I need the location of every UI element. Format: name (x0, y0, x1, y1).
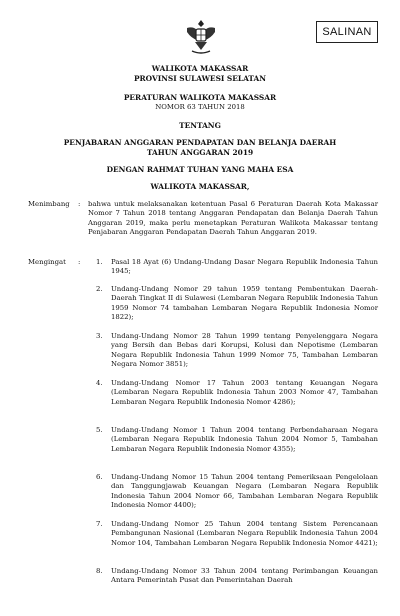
regulation-about: TENTANG (179, 121, 221, 130)
mengingat-colon: : (78, 258, 81, 266)
header-line-1: WALIKOTA MAKASSAR (151, 64, 249, 73)
item-number: 4. (96, 379, 103, 387)
item-number: 8. (96, 567, 103, 575)
item-text: Undang-Undang Nomor 29 tahun 1959 tentang Pembentukan Daerah-Daerah Tingkat II di Sulawesi (Lembaran Negara Republik Indonesia Tahun 1959 Nomor 74 tambahan Lembaran Negara Republik Indonesia Nomor 1822); (111, 285, 378, 321)
item-number: 5. (96, 426, 103, 434)
item-text: Undang-Undang Nomor 15 Tahun 2004 tentang Pemeriksaan Pengelolaan dan Tanggungjawab Keuangan Negara (Lembaran Negara Republik Indonesia Tahun 2004 Nomor 66, Tambahan Lembaran Negara Republik Indonesia Nomor 4400); (111, 473, 378, 509)
mengingat-item (96, 332, 378, 369)
preamble-grace: DENGAN RAHMAT TUHAN YANG MAHA ESA (106, 165, 294, 174)
mengingat-item (96, 567, 378, 586)
item-text: Undang-Undang Nomor 1 Tahun 2004 tentang Perbendaharaan Negara (Lembaran Negara Republik Indonesia Tahun 2004 Nomor 5, Tambahan Lembaran Negara Republik Indonesia Nomor 4355); (111, 426, 378, 453)
item-number: 1. (96, 258, 103, 266)
mengingat-item (96, 258, 378, 277)
item-text: Pasal 18 Ayat (6) Undang-Undang Dasar Negara Republik Indonesia Tahun 1945; (111, 258, 378, 276)
item-number: 3. (96, 332, 103, 340)
mengingat-item (96, 285, 378, 322)
item-number: 6. (96, 473, 103, 481)
garuda-emblem-icon (185, 18, 217, 56)
item-text: Undang-Undang Nomor 17 Tahun 2003 tentang Keuangan Negara (Lembaran Negara Republik Indonesia Tahun 2003 Nomor 47, Tambahan Lembaran Negara Republik Indonesia Nomor 4286); (111, 379, 378, 406)
regulation-subject-line-1: PENJABARAN ANGGARAN PENDAPATAN DAN BELANJA DAERAH (63, 138, 337, 147)
item-text: Undang-Undang Nomor 33 Tahun 2004 tentang Perimbangan Keuangan Antara Pemerintah Pusat dan Pemerintahan Daerah (111, 567, 378, 585)
item-number: 2. (96, 285, 103, 293)
menimbang-text: bahwa untuk melaksanakan ketentuan Pasal 6 Peraturan Daerah Kota Makassar Nomor 7 Tahun 2018 tentang Anggaran Pendapatan dan Belanja Daerah Tahun Anggaran 2019, maka perlu menetapkan Peraturan Walikota Makassar tentang Penjabaran Anggaran Pendapatan Daerah Tahun Anggaran 2019. (88, 200, 378, 236)
regulation-title: PERATURAN WALIKOTA MAKASSAR (123, 93, 277, 102)
mengingat-label: Mengingat (28, 258, 66, 266)
item-text: Undang-Undang Nomor 25 Tahun 2004 tentang Sistem Perencanaan Pembangunan Nasional (Lembaran Negara Republik Indonesia Tahun 2004 Nomor 104, Tambahan Lembaran Negara Republik Indonesia Nomor 4421); (111, 520, 378, 547)
item-text: Undang-Undang Nomor 28 Tahun 1999 tentang Penyelenggara Negara yang Bersih dan Bebas dari Korupsi, Kolusi dan Nepotisme (Lembaran Negara Republik Indonesia Tahun 1999 Nomor 75, Tambahan Lembaran Negara Nomor 3851); (111, 332, 378, 368)
regulation-subject-line-2: TAHUN ANGGARAN 2019 (146, 148, 254, 157)
menimbang-colon: : (78, 200, 81, 208)
preamble-authority: WALIKOTA MAKASSAR, (150, 182, 250, 191)
mengingat-item (96, 379, 378, 407)
menimbang-label: Menimbang (28, 200, 70, 208)
salinan-stamp: SALINAN (316, 21, 378, 43)
regulation-number: NOMOR 63 TAHUN 2018 (155, 103, 245, 111)
mengingat-item (96, 426, 378, 454)
mengingat-item (96, 473, 378, 510)
mengingat-item (96, 520, 378, 548)
header-line-2: PROVINSI SULAWESI SELATAN (133, 74, 267, 83)
item-number: 7. (96, 520, 103, 528)
